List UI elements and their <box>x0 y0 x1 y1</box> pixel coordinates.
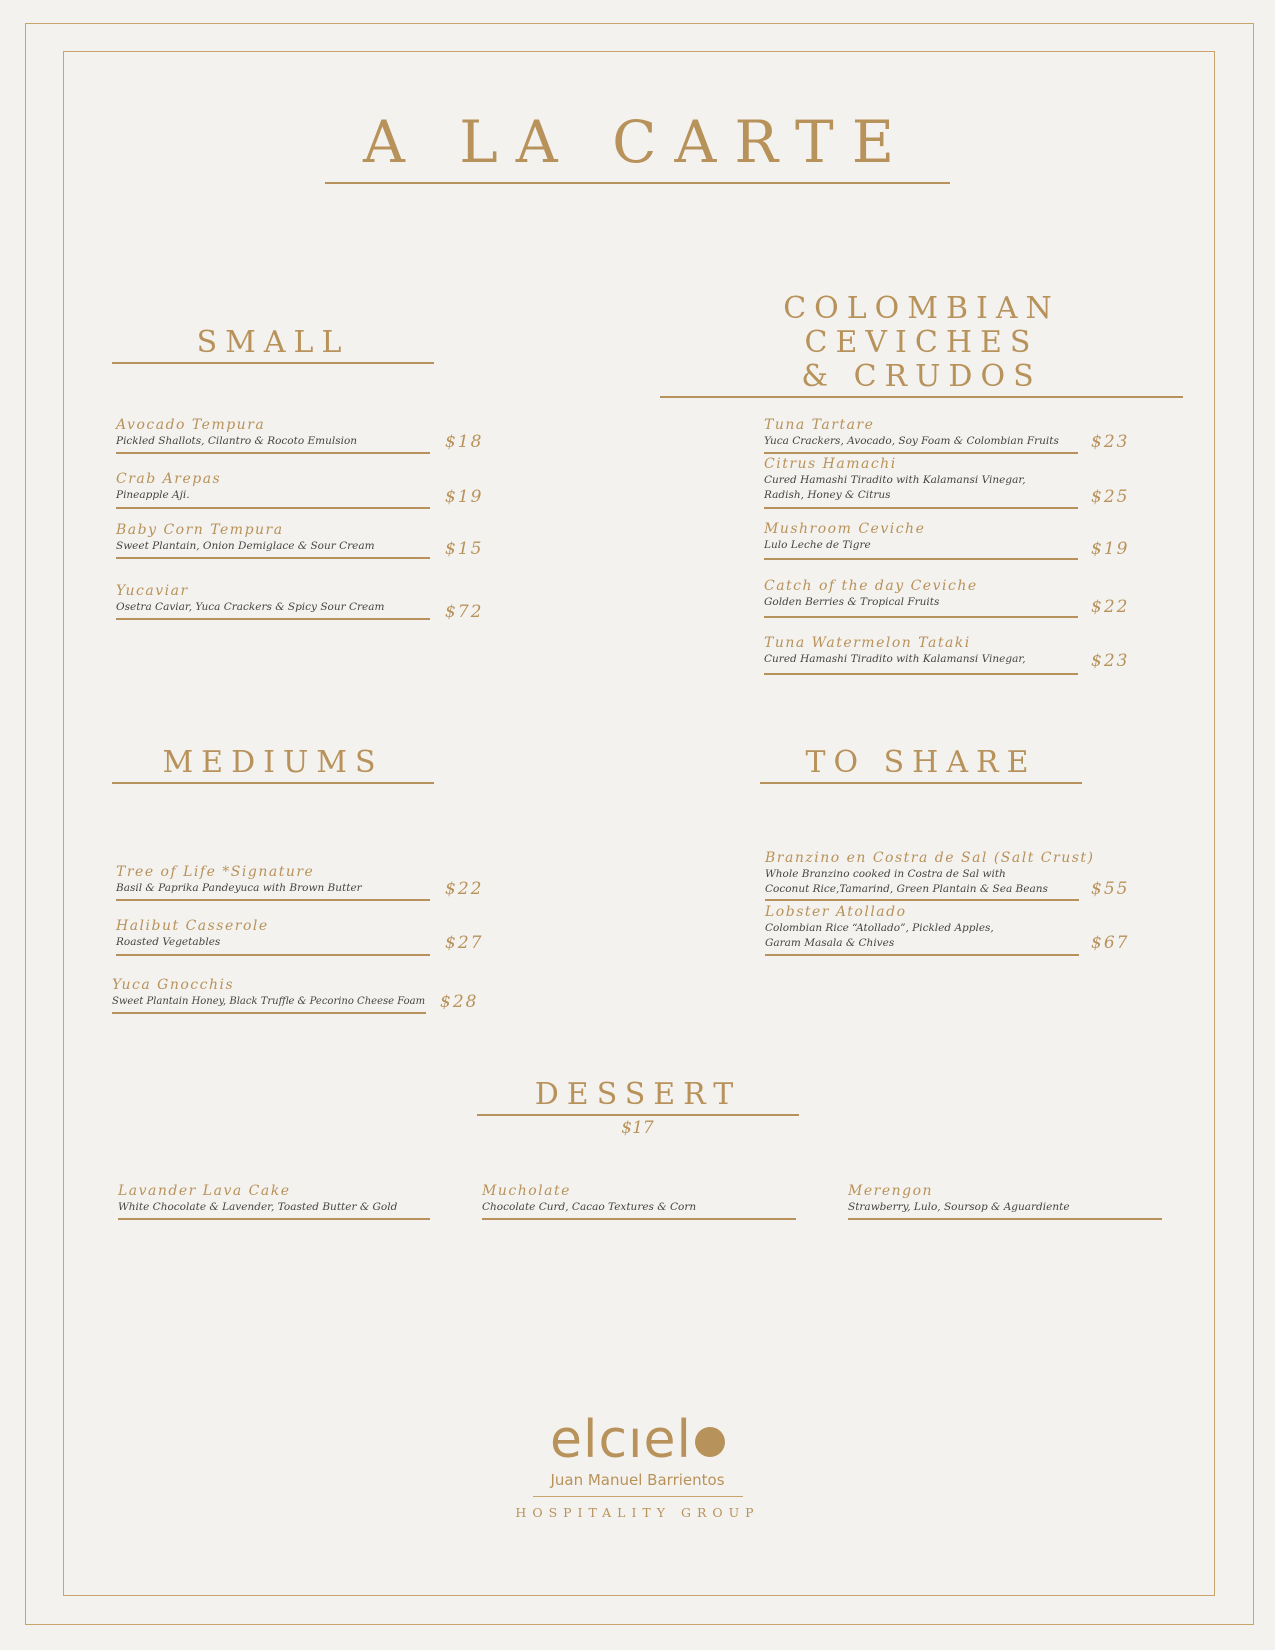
item-divider <box>848 1218 1162 1220</box>
menu-item <box>765 904 1075 956</box>
item-name: Avocado Tempura <box>116 417 266 433</box>
logo-group-name: HOSPITALITY GROUP <box>515 1505 760 1520</box>
brand-logo <box>450 1410 825 1520</box>
item-name: Crab Arepas <box>116 471 222 487</box>
item-description: Yuca Crackers, Avocado, Soy Foam & Colombian Fruits <box>764 435 1059 447</box>
item-price: $22 <box>1091 597 1130 617</box>
item-divider <box>116 557 430 559</box>
menu-title: A LA CARTE <box>325 108 950 184</box>
item-divider <box>116 618 430 620</box>
item-divider <box>764 507 1078 509</box>
heading-line: & CRUDOS <box>801 359 1042 394</box>
item-price: $22 <box>445 879 484 899</box>
menu-item <box>116 471 426 509</box>
item-description: Lulo Leche de Tigre <box>764 539 871 551</box>
item-divider <box>112 1012 426 1014</box>
item-description: Sweet Plantain, Onion Demiglace & Sour Cream <box>116 540 375 552</box>
item-divider <box>764 452 1078 454</box>
logo-dot-icon <box>695 1427 725 1457</box>
item-name: Branzino en Costra de Sal (Salt Crust) <box>765 850 1095 866</box>
item-price: $67 <box>1091 933 1130 953</box>
item-description: Chocolate Curd, Cacao Textures & Corn <box>482 1201 697 1213</box>
item-description: Coconut Rice,Tamarind, Green Plantain & Sea Beans <box>765 883 1048 895</box>
item-price: $72 <box>445 602 484 622</box>
item-name: Tuna Watermelon Tataki <box>764 635 971 651</box>
item-price: $15 <box>445 539 484 559</box>
item-name: Lavander Lava Cake <box>118 1183 291 1199</box>
menu-item <box>764 521 1074 560</box>
item-name: Yucaviar <box>116 583 189 599</box>
section-heading-dessert: DESSERT <box>477 1078 799 1116</box>
menu-item <box>482 1183 792 1220</box>
item-divider <box>116 899 430 901</box>
item-name: Lobster Atollado <box>765 904 907 920</box>
menu-item <box>116 583 426 620</box>
item-price: $19 <box>1091 539 1130 559</box>
item-price: $18 <box>445 432 484 452</box>
item-name: Catch of the day Ceviche <box>764 578 978 594</box>
menu-item <box>116 864 426 901</box>
menu-item <box>765 850 1095 901</box>
section-heading-mediums: MEDIUMS <box>112 746 434 784</box>
item-description: Basil & Paprika Pandeyuca with Brown Butter <box>116 882 362 894</box>
item-description: Cured Hamashi Tiradito with Kalamansi Vinegar, <box>764 474 1026 486</box>
item-name: Tuna Tartare <box>764 417 875 433</box>
item-price: $23 <box>1091 432 1130 452</box>
item-divider <box>765 954 1079 956</box>
item-description: Strawberry, Lulo, Soursop & Aguardiente <box>848 1201 1070 1213</box>
item-description: Cured Hamashi Tiradito with Kalamansi Vinegar, <box>764 653 1026 665</box>
item-divider <box>116 507 430 509</box>
item-description: Roasted Vegetables <box>116 936 221 948</box>
item-divider <box>764 673 1078 675</box>
item-description: Radish, Honey & Citrus <box>764 489 891 501</box>
item-name: Baby Corn Tempura <box>116 522 284 538</box>
inner-border <box>63 51 1215 1596</box>
dessert-price: $17 <box>621 1118 654 1138</box>
item-name: Citrus Hamachi <box>764 456 897 472</box>
menu-item <box>764 635 1074 675</box>
item-description: Pickled Shallots, Cilantro & Rocoto Emulsion <box>116 435 358 447</box>
menu-item <box>118 1183 426 1220</box>
menu-item <box>764 417 1074 454</box>
heading-line: COLOMBIAN CEVICHES <box>783 291 1060 360</box>
item-price: $27 <box>445 933 484 953</box>
item-price: $23 <box>1091 651 1130 671</box>
section-heading-small: SMALL <box>112 326 434 364</box>
item-name: Yuca Gnocchis <box>112 977 235 993</box>
menu-item <box>764 578 1074 618</box>
menu-item <box>116 417 426 454</box>
item-description: Garam Masala & Chives <box>765 937 895 949</box>
item-name: Halibut Casserole <box>116 918 269 934</box>
logo-word: elcıel <box>550 1410 692 1470</box>
logo-subtitle: Juan Manuel Barrientos <box>550 1471 725 1489</box>
menu-item <box>112 977 426 1014</box>
item-description: Osetra Caviar, Yuca Crackers & Spicy Sour Cream <box>116 601 385 613</box>
item-divider <box>116 954 430 956</box>
item-price: $28 <box>440 992 479 1012</box>
item-divider <box>765 899 1079 901</box>
item-name: Tree of Life *Signature <box>116 864 315 880</box>
item-divider <box>482 1218 796 1220</box>
item-divider <box>116 452 430 454</box>
logo-wordmark <box>450 1410 825 1470</box>
menu-item <box>764 456 1074 509</box>
item-price: $25 <box>1091 487 1130 507</box>
item-description: Pineapple Aji. <box>116 489 190 501</box>
item-name: Merengon <box>848 1183 934 1199</box>
item-name: Mushroom Ceviche <box>764 521 926 537</box>
item-price: $55 <box>1091 879 1130 899</box>
logo-divider <box>533 1496 743 1497</box>
item-description: Golden Berries & Tropical Fruits <box>764 596 940 608</box>
section-heading-ceviches <box>660 292 1183 398</box>
item-description: White Chocolate & Lavender, Toasted Butter & Gold <box>118 1201 398 1213</box>
section-heading-to-share: TO SHARE <box>760 746 1082 784</box>
item-price: $19 <box>445 487 484 507</box>
menu-item <box>116 918 426 956</box>
menu-item <box>848 1183 1158 1220</box>
item-description: Sweet Plantain Honey, Black Truffle & Pecorino Cheese Foam <box>112 996 426 1007</box>
item-divider <box>764 558 1078 560</box>
menu-item <box>116 522 426 559</box>
item-description: Whole Branzino cooked in Costra de Sal with <box>765 868 1006 880</box>
item-divider <box>764 616 1078 618</box>
item-divider <box>118 1218 430 1220</box>
item-description: Colombian Rice “Atollado”, Pickled Apples, <box>765 922 994 934</box>
item-name: Mucholate <box>482 1183 571 1199</box>
